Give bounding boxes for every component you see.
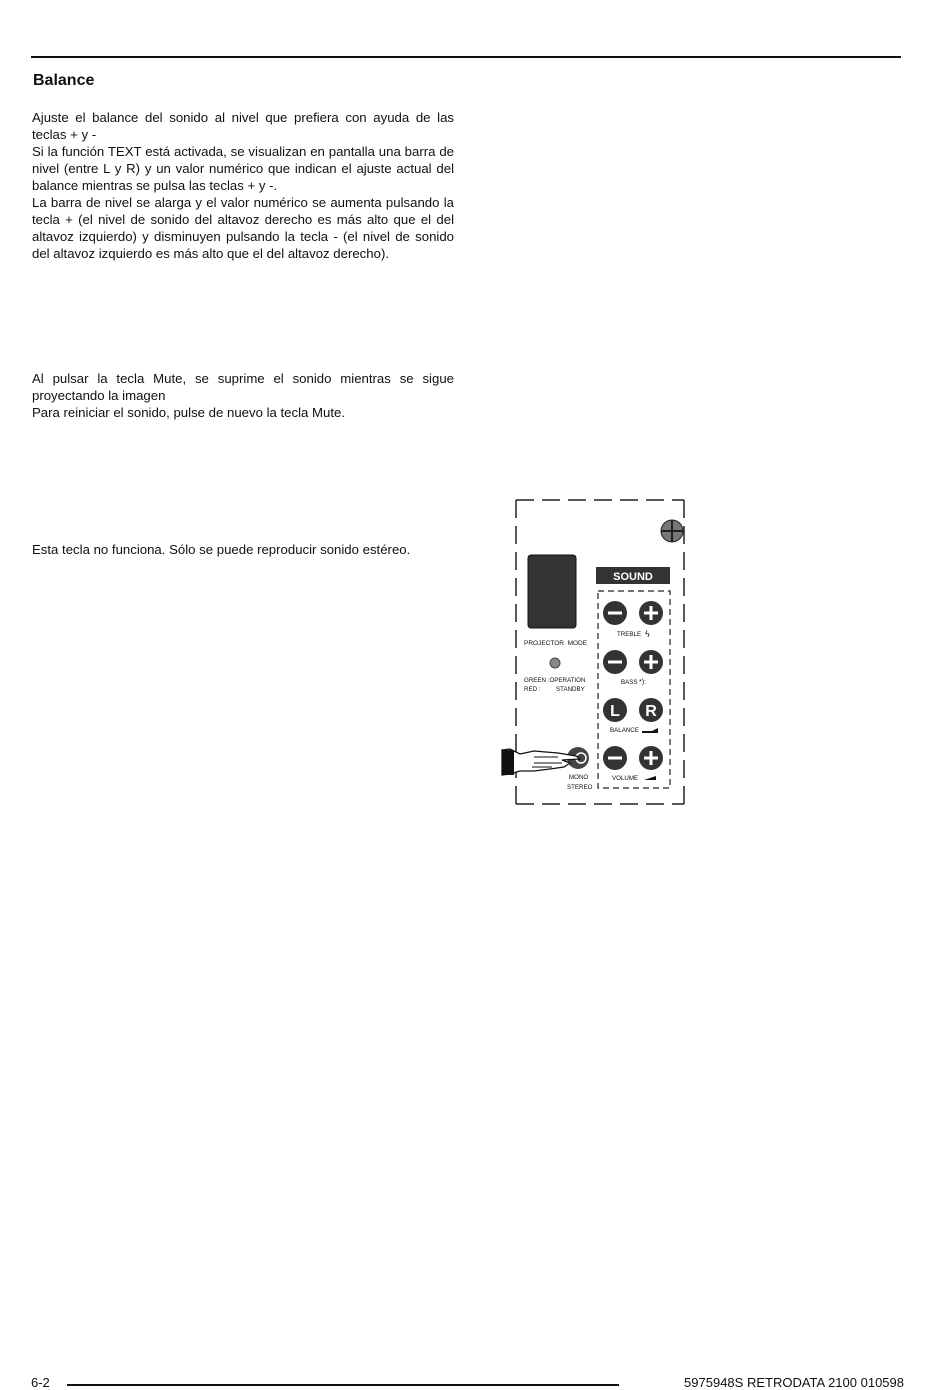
- document-reference: 5975948S RETRODATA 2100 010598: [684, 1375, 904, 1390]
- green-operation-label: GREEN :OPERATION: [524, 677, 586, 684]
- treble-plus-button: [639, 601, 663, 625]
- sound-label: SOUND: [613, 571, 653, 583]
- balance-line-1: Ajuste el balance del sonido al nivel que prefiera con ayuda de las teclas + y -: [32, 110, 454, 142]
- volume-minus-button: [603, 746, 627, 770]
- balance-line-2: Si la función TEXT está activada, se visualizan en pantalla una barra de nivel (entre L y R) y un valor numérico que indican el ajuste actual del balance mientras se pulsa las teclas + y -.: [32, 144, 454, 193]
- volume-ramp-icon: [644, 776, 656, 780]
- screw-icon: [661, 520, 683, 542]
- bass-minus-button: [603, 650, 627, 674]
- standby-label: STANDBY: [556, 686, 585, 693]
- treble-minus-button: [603, 601, 627, 625]
- volume-label: VOLUME: [612, 775, 639, 782]
- balance-label: BALANCE: [610, 727, 639, 734]
- control-panel-illustration: [500, 495, 700, 810]
- mute-line-2: Para reiniciar el sonido, pulse de nuevo la tecla Mute.: [32, 405, 346, 420]
- stereo-label: STEREO: [567, 784, 593, 791]
- top-rule: [31, 56, 901, 58]
- red-label: RED :: [524, 686, 541, 693]
- balance-left-key: L: [610, 703, 620, 720]
- page-number: 6-2: [31, 1375, 50, 1390]
- bass-plus-button: [639, 650, 663, 674]
- section-heading: Balance: [33, 72, 95, 89]
- mono-paragraph: Esta tecla no funciona. Sólo se puede reproducir sonido estéreo.: [32, 542, 411, 557]
- balance-bar-icon: [642, 728, 658, 733]
- volume-plus-button: [639, 746, 663, 770]
- mute-paragraph: [32, 370, 454, 421]
- mute-line-1: Al pulsar la tecla Mute, se suprime el sonido mientras se sigue proyectando la imagen: [32, 371, 454, 403]
- balance-right-key: R: [645, 703, 657, 720]
- balance-left-button: [603, 698, 627, 722]
- bass-label: BASS: [621, 679, 638, 686]
- indicator-lamp-icon: [550, 658, 560, 668]
- footer-rule: [67, 1384, 619, 1386]
- treble-label: TREBLE: [617, 631, 642, 638]
- balance-line-3: La barra de nivel se alarga y el valor numérico se aumenta pulsando la tecla + (el nivel de sonido del altavoz derecho es más alto que el del altavoz izquierdo) y disminuyen pulsando la tecla - (el nivel de sonido del altavoz izquierdo es más alto que el del altavoz derecho).: [32, 195, 454, 261]
- projector-mode-switch: [528, 555, 576, 628]
- bass-note-icon: *):: [639, 679, 646, 686]
- treble-note-icon: ϟ: [645, 629, 650, 639]
- mono-label: MONO: [569, 774, 589, 781]
- balance-paragraph: [32, 109, 454, 262]
- balance-right-button: [639, 698, 663, 722]
- projector-mode-label: PROJECTOR MODE: [524, 640, 588, 647]
